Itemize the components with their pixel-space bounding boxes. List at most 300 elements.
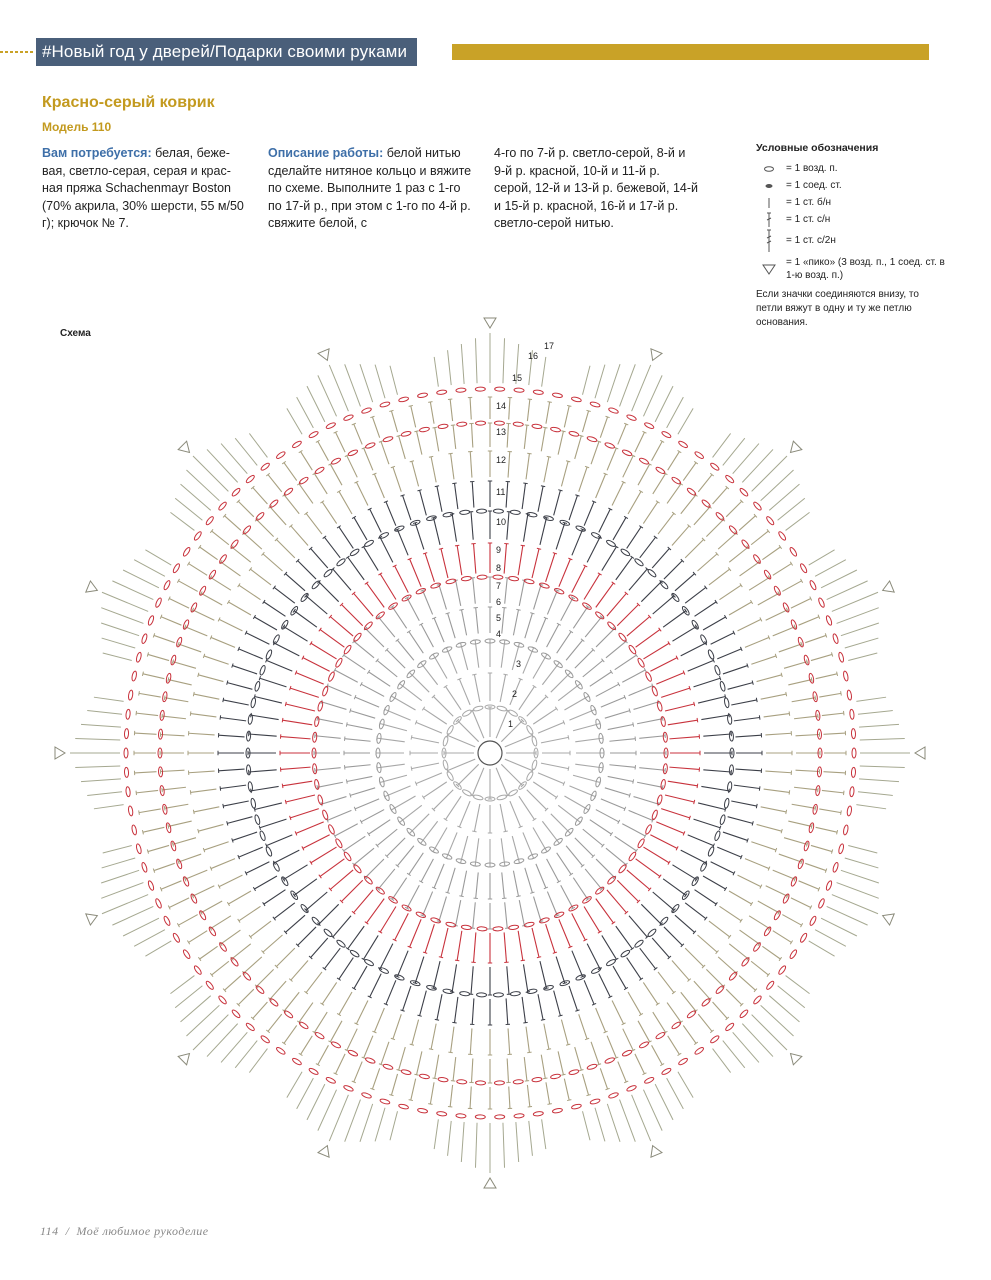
fan-stitch-mark bbox=[318, 1090, 337, 1131]
stitch-top bbox=[697, 784, 698, 788]
chain-stitch-mark bbox=[365, 442, 376, 449]
chain-stitch-mark bbox=[343, 851, 352, 861]
stitch-mark bbox=[251, 786, 279, 790]
stitch-mark bbox=[473, 902, 476, 928]
stitch-top bbox=[825, 869, 826, 873]
chain-stitch-mark bbox=[527, 988, 538, 994]
stitch-mark bbox=[773, 931, 792, 943]
stitch-top bbox=[346, 722, 347, 726]
chain-stitch-mark bbox=[825, 880, 832, 891]
stitch-top bbox=[472, 831, 476, 832]
stitch-top bbox=[541, 486, 545, 487]
fan-stitch-mark bbox=[193, 456, 228, 491]
stitch-mark bbox=[623, 456, 633, 478]
stitch-mark bbox=[327, 810, 351, 820]
stitch-mark bbox=[399, 436, 406, 459]
stitch-mark bbox=[596, 810, 619, 822]
legend-label: = 1 соед. ст. bbox=[786, 180, 842, 191]
stitch-mark bbox=[559, 919, 570, 947]
stitch-mark bbox=[453, 425, 456, 449]
stitch-mark bbox=[450, 1085, 452, 1107]
stitch-mark bbox=[546, 402, 550, 424]
stitch-mark bbox=[554, 991, 561, 1016]
picot-mark bbox=[178, 1049, 194, 1065]
chain-stitch-mark bbox=[656, 794, 663, 805]
stitch-mark bbox=[345, 739, 371, 742]
chain-stitch-mark bbox=[552, 392, 563, 398]
stitch-mark bbox=[198, 824, 223, 831]
stitch-mark bbox=[319, 904, 339, 924]
stitch-mark bbox=[471, 424, 472, 448]
stitch-mark bbox=[228, 602, 251, 615]
chain-stitch-mark bbox=[245, 474, 255, 484]
chain-stitch-mark bbox=[847, 806, 853, 817]
legend-note: Если значки соединяются внизу, то петли вяжут в одну и ту же петлю основания. bbox=[756, 289, 919, 328]
stitch-mark bbox=[354, 848, 374, 864]
stitch-mark bbox=[558, 431, 563, 454]
stitch-mark bbox=[652, 441, 663, 460]
stitch-top bbox=[697, 718, 698, 722]
stitch-mark bbox=[534, 897, 542, 922]
stitch-mark bbox=[667, 484, 681, 504]
chain-stitch-mark bbox=[647, 928, 657, 938]
fan-stitch-mark bbox=[860, 766, 905, 768]
stitch-top bbox=[597, 441, 601, 442]
chain-stitch-mark bbox=[317, 701, 324, 712]
chain-stitch-mark bbox=[363, 875, 373, 885]
stitch-top bbox=[841, 810, 842, 814]
legend-label: = 1 возд. п. bbox=[786, 163, 838, 174]
stitch-mark bbox=[504, 932, 506, 962]
stitch-mark bbox=[378, 869, 394, 889]
stitch-mark bbox=[169, 599, 189, 609]
stitch-mark bbox=[749, 916, 769, 929]
stitch-mark bbox=[681, 495, 696, 514]
stitch-mark bbox=[330, 464, 342, 485]
chain-stitch-mark bbox=[644, 422, 655, 430]
chain-stitch-mark bbox=[590, 401, 601, 408]
stitch-mark bbox=[766, 610, 788, 620]
chain-stitch-mark bbox=[532, 424, 542, 429]
chain-stitch-mark bbox=[336, 939, 346, 948]
stitch-top bbox=[389, 1094, 393, 1095]
fan-stitch-mark bbox=[390, 1111, 398, 1140]
chain-stitch-mark bbox=[661, 430, 672, 438]
chain-stitch-mark bbox=[550, 1073, 561, 1079]
chain-stitch-mark bbox=[269, 998, 279, 1008]
fan-stitch-mark bbox=[778, 498, 805, 520]
stitch-mark bbox=[397, 846, 413, 866]
stitch-top bbox=[414, 1074, 418, 1075]
stitch-mark bbox=[446, 686, 462, 709]
stitch-mark bbox=[606, 848, 626, 864]
stitch-mark bbox=[330, 617, 353, 636]
stitch-mark bbox=[805, 635, 826, 642]
chain-stitch-mark bbox=[292, 1057, 303, 1066]
stitch-top bbox=[282, 718, 283, 722]
chain-stitch-mark bbox=[473, 705, 484, 711]
stitch-top bbox=[472, 674, 476, 675]
chain-stitch-mark bbox=[607, 621, 617, 631]
legend-label: = 1 «пико» (3 возд. п., 1 соед. ст. в 1-ю возд. п.) bbox=[786, 257, 945, 281]
stitch-mark bbox=[303, 835, 330, 849]
stitch-mark bbox=[796, 734, 820, 735]
stitch-mark bbox=[694, 819, 721, 828]
stitch-mark bbox=[698, 1014, 712, 1031]
stitch-mark bbox=[819, 693, 841, 697]
stitch-mark bbox=[457, 931, 462, 961]
stitch-mark bbox=[792, 804, 816, 808]
chain-stitch-mark bbox=[193, 531, 202, 541]
stitch-mark bbox=[561, 1020, 568, 1045]
stitch-top bbox=[448, 453, 452, 454]
chain-stitch-mark bbox=[659, 580, 669, 590]
slip-stitch-icon bbox=[756, 177, 782, 194]
stitch-mark bbox=[250, 921, 271, 937]
chain-stitch-mark bbox=[531, 760, 537, 771]
stitch-mark bbox=[342, 880, 363, 901]
stitch-mark bbox=[513, 871, 518, 897]
fan-stitch-mark bbox=[81, 779, 121, 782]
stitch-mark bbox=[541, 763, 568, 768]
stitch-mark bbox=[335, 824, 358, 836]
stitch-mark bbox=[643, 982, 657, 1004]
stitch-mark bbox=[290, 809, 319, 818]
stitch-mark bbox=[361, 810, 384, 822]
chain-stitch-mark bbox=[707, 846, 715, 857]
chain-stitch-mark bbox=[765, 516, 774, 526]
stitch-mark bbox=[794, 716, 818, 719]
chain-stitch-mark bbox=[587, 436, 598, 443]
stitch-mark bbox=[366, 859, 384, 877]
stitch-mark bbox=[354, 1062, 362, 1082]
stitch-mark bbox=[185, 627, 207, 636]
stitch-mark bbox=[162, 787, 186, 790]
stitch-mark bbox=[513, 610, 518, 636]
fan-stitch-mark bbox=[134, 560, 165, 577]
stitch-mark bbox=[723, 832, 748, 840]
stitch-mark bbox=[161, 734, 185, 735]
stitch-mark bbox=[608, 725, 634, 730]
chain-stitch-mark bbox=[126, 709, 131, 719]
materials-label: Вам потребуется: bbox=[42, 146, 152, 160]
chain-stitch-mark bbox=[254, 814, 261, 825]
stitch-mark bbox=[301, 452, 313, 471]
stitch-mark bbox=[607, 593, 626, 616]
stitch-mark bbox=[791, 599, 811, 609]
page-number: 114 bbox=[40, 1224, 59, 1238]
legend-label: = 1 ст. с/н bbox=[786, 214, 831, 225]
chain-stitch-mark bbox=[724, 798, 730, 809]
stitch-mark bbox=[505, 578, 508, 604]
fan-stitch-mark bbox=[207, 449, 238, 482]
chain-stitch-mark bbox=[607, 875, 617, 885]
chain-stitch-mark bbox=[620, 949, 631, 958]
stitch-mark bbox=[318, 1045, 329, 1064]
chain-stitch-mark bbox=[383, 1063, 394, 1070]
stitch-mark bbox=[561, 598, 573, 621]
chain-stitch-mark bbox=[314, 466, 325, 475]
stitch-mark bbox=[590, 672, 612, 686]
stitch-mark bbox=[291, 526, 308, 546]
stitch-mark bbox=[641, 582, 661, 602]
stitch-mark bbox=[616, 557, 632, 580]
chain-stitch-mark bbox=[626, 1085, 637, 1093]
stitch-top bbox=[729, 789, 730, 793]
stitch-mark bbox=[635, 1054, 645, 1074]
stitch-mark bbox=[519, 686, 535, 709]
chain-stitch-mark bbox=[314, 716, 320, 727]
fan-stitch-mark bbox=[461, 344, 464, 384]
stitch-mark bbox=[380, 944, 393, 969]
fan-stitch-mark bbox=[186, 1005, 219, 1036]
stitch-mark bbox=[311, 643, 337, 659]
fan-stitch-mark bbox=[175, 498, 202, 520]
stitch-top bbox=[561, 431, 565, 432]
fan-stitch-mark bbox=[815, 930, 846, 947]
stitch-mark bbox=[658, 513, 674, 534]
stitch-mark bbox=[527, 1085, 529, 1107]
stitch-mark bbox=[232, 944, 251, 959]
chain-stitch-mark bbox=[851, 729, 856, 739]
chain-stitch-mark bbox=[655, 1031, 666, 1040]
stitch-mark bbox=[672, 865, 696, 880]
chain-stitch-mark bbox=[260, 1035, 270, 1044]
stitch-mark bbox=[420, 991, 427, 1016]
stitch-mark bbox=[582, 411, 588, 432]
stitch-mark bbox=[136, 790, 158, 792]
stitch-mark bbox=[575, 650, 593, 668]
stitch-mark bbox=[356, 1001, 367, 1024]
stitch-mark bbox=[638, 464, 650, 485]
chain-stitch-mark bbox=[639, 1041, 650, 1049]
chain-stitch-mark bbox=[714, 830, 721, 841]
stitch-top bbox=[566, 1044, 570, 1045]
stitch-mark bbox=[656, 822, 684, 833]
chain-stitch-mark bbox=[364, 958, 375, 966]
chain-stitch-mark bbox=[622, 1049, 633, 1057]
stitch-mark bbox=[395, 913, 409, 940]
stitch-mark bbox=[546, 1082, 550, 1104]
chain-stitch-mark bbox=[462, 789, 473, 797]
stitch-mark bbox=[274, 643, 299, 656]
stitch-mark bbox=[431, 457, 436, 483]
chain-stitch-mark bbox=[172, 932, 181, 943]
fan-stitch-mark bbox=[821, 918, 857, 936]
fan-stitch-mark bbox=[529, 1121, 533, 1156]
stitch-mark bbox=[533, 709, 556, 725]
chain-stitch-mark bbox=[532, 1077, 542, 1082]
chain-stitch-mark bbox=[182, 949, 191, 960]
stitch-mark bbox=[395, 566, 409, 593]
chain-stitch-mark bbox=[789, 547, 798, 558]
chain-stitch-mark bbox=[608, 407, 619, 414]
chain-stitch-mark bbox=[651, 686, 658, 697]
stitch-mark bbox=[220, 785, 246, 788]
stitch-mark bbox=[189, 771, 215, 773]
stitch-mark bbox=[336, 1054, 346, 1074]
fan-stitch-mark bbox=[101, 883, 143, 899]
chain-stitch-mark bbox=[349, 949, 360, 958]
stitch-mark bbox=[639, 768, 665, 771]
chain-stitch-mark bbox=[442, 760, 448, 771]
stitch-mark bbox=[364, 448, 373, 470]
stitch-top bbox=[168, 677, 169, 681]
fan-stitch-mark bbox=[786, 976, 810, 994]
chain-stitch-mark bbox=[494, 421, 504, 425]
stitch-mark bbox=[566, 846, 582, 866]
fan-stitch-mark bbox=[329, 365, 348, 411]
chain-stitch-mark bbox=[124, 729, 129, 739]
stitch-top bbox=[633, 779, 634, 783]
legend-label: = 1 ст. с/2н bbox=[786, 235, 836, 246]
stitch-top bbox=[397, 1069, 401, 1070]
stitch-mark bbox=[650, 835, 677, 849]
stitch-mark bbox=[284, 865, 308, 880]
description-label: Описание работы: bbox=[268, 146, 384, 160]
fan-stitch-mark bbox=[103, 846, 132, 854]
fan-stitch-mark bbox=[678, 408, 693, 434]
chain-stitch-mark bbox=[379, 532, 390, 540]
stitch-top bbox=[837, 830, 838, 834]
chain-stitch-mark bbox=[255, 985, 265, 995]
fan-stitch-mark bbox=[595, 1108, 605, 1142]
stitch-mark bbox=[347, 1029, 357, 1051]
chain-stitch-mark bbox=[495, 1115, 505, 1119]
stitch-mark bbox=[507, 966, 509, 994]
stitch-mark bbox=[613, 966, 626, 989]
stitch-mark bbox=[618, 424, 626, 444]
row-number-label: 6 bbox=[496, 597, 502, 607]
stitch-mark bbox=[579, 1014, 587, 1039]
stitch-top bbox=[694, 702, 695, 706]
chain-stitch-mark bbox=[715, 985, 725, 995]
stitch-mark bbox=[585, 617, 601, 637]
chain-stitch-mark bbox=[700, 861, 708, 872]
chain-stitch-mark bbox=[283, 1010, 293, 1019]
fan-stitch-mark bbox=[655, 1084, 673, 1120]
stitch-top bbox=[719, 676, 720, 680]
stitch-mark bbox=[417, 431, 422, 454]
stitch-top bbox=[446, 613, 450, 614]
chain-stitch-mark bbox=[513, 422, 523, 427]
header-band bbox=[0, 38, 991, 66]
stitch-mark bbox=[472, 482, 474, 508]
stitch-mark bbox=[333, 916, 351, 937]
fan-stitch-mark bbox=[845, 638, 879, 648]
stitch-mark bbox=[407, 885, 419, 908]
stitch-mark bbox=[225, 976, 241, 991]
stitch-mark bbox=[476, 608, 479, 634]
fan-stitch-mark bbox=[87, 711, 122, 715]
stitch-top bbox=[759, 715, 760, 719]
stitch-mark bbox=[439, 585, 447, 610]
stitch-mark bbox=[437, 486, 442, 512]
stitch-mark bbox=[415, 957, 424, 984]
stitch-top bbox=[811, 824, 812, 828]
stitch-mark bbox=[685, 903, 706, 919]
stitch-mark bbox=[294, 611, 317, 627]
picot-icon bbox=[756, 254, 782, 284]
stitch-mark bbox=[161, 770, 185, 771]
chain-stitch-mark bbox=[843, 671, 849, 682]
stitch-mark bbox=[473, 578, 476, 604]
chain-stitch-mark bbox=[838, 843, 844, 854]
chain-stitch-mark bbox=[701, 998, 711, 1008]
stitch-mark bbox=[255, 803, 282, 810]
stitch-mark bbox=[380, 906, 396, 932]
stitch-mark bbox=[263, 935, 283, 952]
stitch-top bbox=[523, 1022, 527, 1023]
description-text-2: 4-го по 7-й р. светло-серой, 8-й и 9-й р. красной, 10-й и 11-й р. серой, 12-й и 13-й р. бежевой, 14-й и 15-й р. красной, 16-й и 17-й р. светло-серой нитью. bbox=[494, 146, 699, 230]
stitch-mark bbox=[274, 587, 295, 603]
fan-stitch-mark bbox=[837, 883, 879, 899]
chain-stitch-mark bbox=[686, 487, 696, 496]
stitch-mark bbox=[260, 678, 287, 687]
stitch-mark bbox=[629, 569, 647, 590]
stitch-mark bbox=[510, 801, 521, 827]
fan-stitch-mark bbox=[102, 895, 148, 914]
chain-stitch-mark bbox=[715, 511, 725, 521]
stitch-mark bbox=[587, 944, 600, 969]
stitch-mark bbox=[193, 886, 215, 896]
stitch-mark bbox=[518, 931, 523, 961]
stitch-mark bbox=[257, 520, 274, 537]
stitch-mark bbox=[456, 580, 461, 606]
stitch-top bbox=[459, 896, 463, 897]
stitch-mark bbox=[639, 736, 665, 739]
chain-stitch-mark bbox=[710, 462, 720, 471]
stitch-mark bbox=[534, 585, 542, 610]
chain-stitch-mark bbox=[254, 681, 261, 692]
chain-stitch-mark bbox=[620, 548, 631, 557]
stitch-top bbox=[433, 1078, 437, 1079]
stitch-mark bbox=[306, 892, 327, 910]
stitch-top bbox=[164, 806, 165, 810]
stitch-mark bbox=[367, 583, 385, 607]
stitch-mark bbox=[607, 890, 626, 913]
chain-stitch-mark bbox=[495, 387, 505, 391]
stitch-mark bbox=[782, 581, 801, 592]
stitch-mark bbox=[607, 448, 616, 470]
stitch-mark bbox=[283, 781, 313, 786]
stitch-mark bbox=[816, 827, 837, 832]
stitch-mark bbox=[342, 605, 363, 626]
stitch-mark bbox=[749, 577, 769, 590]
chain-stitch-mark bbox=[569, 431, 580, 437]
stitch-mark bbox=[284, 1025, 297, 1043]
materials-column bbox=[42, 145, 247, 233]
chain-stitch-mark bbox=[789, 949, 798, 960]
stitch-mark bbox=[572, 913, 586, 940]
stitch-mark bbox=[301, 1036, 313, 1055]
chain-stitch-mark bbox=[493, 509, 503, 513]
fan-stitch-mark bbox=[287, 408, 302, 434]
stitch-top bbox=[811, 677, 812, 681]
stitch-mark bbox=[729, 547, 748, 562]
fan-stitch-mark bbox=[434, 357, 438, 387]
stitch-mark bbox=[596, 684, 619, 696]
stitch-mark bbox=[698, 935, 718, 952]
stitch-mark bbox=[219, 875, 242, 886]
stitch-mark bbox=[165, 804, 189, 808]
stitch-mark bbox=[322, 702, 347, 710]
stitch-top bbox=[597, 1064, 601, 1065]
chain-stitch-mark bbox=[205, 980, 214, 990]
stitch-mark bbox=[587, 537, 600, 562]
stitch-mark bbox=[609, 739, 635, 742]
chain-stitch-mark bbox=[172, 563, 181, 574]
